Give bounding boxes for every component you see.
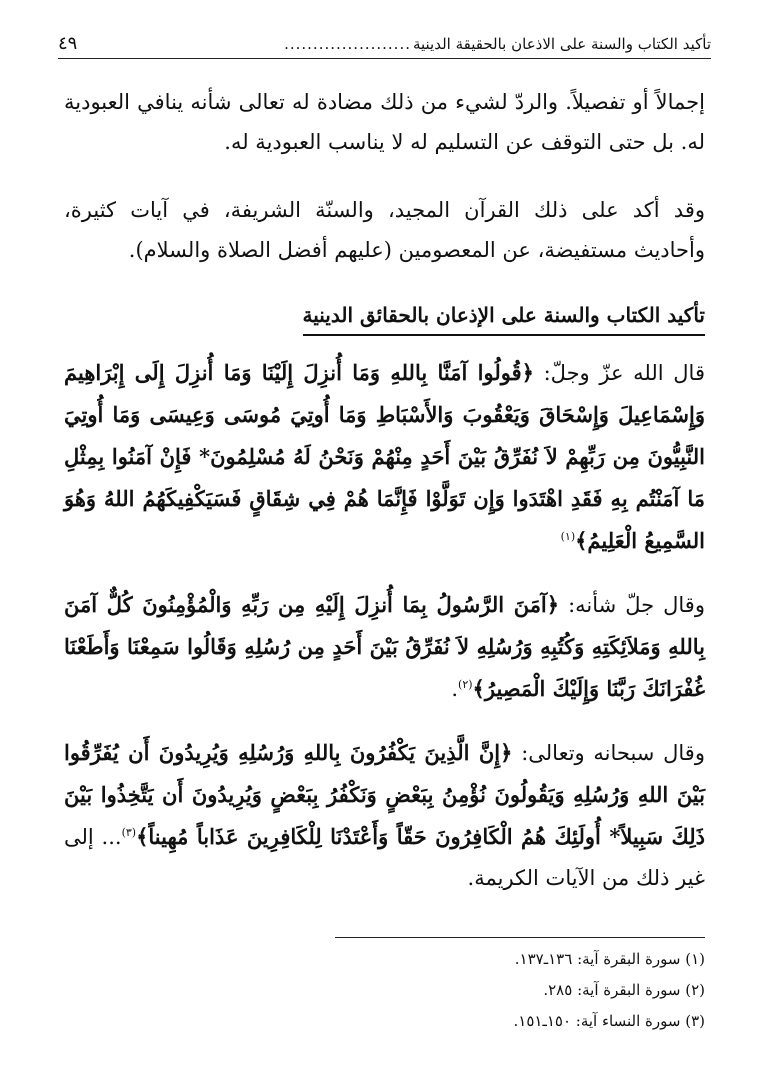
paragraph-2: وقد أكد على ذلك القرآن المجيد، والسنّة الشريفة، في آيات كثيرة، وأحاديث مستفيضة، عن المعصومين (عليهم أفضل الصلاة والسلام). — [64, 198, 705, 262]
page-number: ٤٩ — [58, 33, 78, 54]
quran-verse: ﴿قُولُوا آمَنَّا بِاللهِ وَمَا أُنزِلَ إِلَيْنَا وَمَا أُنزِلَ إِلَى إِبْرَاهِيمَ وَإِسْمَاعِيلَ وَإِسْحَاقَ وَيَعْقُوبَ وَالأَسْبَاطِ وَمَا أُوتِيَ مُوسَى وَعِيسَى وَمَا أُوتِيَ النَّبِيُّونَ مِن رَبِّهِمْ لاَ نُفَرِّقُ بَيْنَ أَحَدٍ مِنْهُمْ وَنَحْنُ لَهُ مُسْلِمُونَ* فَإِنْ آمَنُوا بِمِثْلِ مَا آمَنْتُم بِهِ فَقَدِ اهْتَدَوا وَإِن تَوَلَّوْا فَإِنَّمَا هُمْ فِي شِقَاقٍ فَسَيَكْفِيكَهُمُ اللهُ وَهُوَ السَّمِيعُ الْعَلِيمُ﴾ — [64, 360, 705, 553]
quote-block-2 — [64, 584, 705, 710]
footnote-ref: (١) — [560, 530, 576, 543]
header-title: تأكيد الكتاب والسنة على الاذعان بالحقيقة الدينية — [412, 35, 711, 53]
quran-verse: ﴿آمَنَ الرَّسُولُ بِمَا أُنزِلَ إِلَيْهِ مِن رَبِّهِ وَالْمُؤْمِنُونَ كُلٌّ آمَنَ بِاللهِ وَمَلاَئِكَتِهِ وَكُتُبِهِ وَرُسُلِهِ لاَ نُفَرِّقُ بَيْنَ أَحَدٍ مِن رُسُلِهِ وَقَالُوا سَمِعْنَا وَأَطَعْنَا غُفْرَانَكَ رَبَّنَا وَإِلَيْكَ الْمَصِيرُ﴾ — [64, 592, 705, 701]
paragraph-1: إجمالاً أو تفصيلاً. والردّ لشيء من ذلك مضادة له تعالى شأنه ينافي العبودية له. بل حتى التوقف عن التسليم له لا يناسب العبودية له. — [64, 90, 705, 154]
running-header — [58, 30, 711, 59]
quote-block-3 — [64, 732, 705, 899]
quote-block-1 — [64, 352, 705, 562]
footnotes — [64, 944, 705, 1037]
footnote-1: (١) سورة البقرة آية: ١٣٦ـ١٣٧. — [514, 950, 705, 968]
quote-end: . — [451, 677, 459, 701]
quote-intro: وقال سبحانه وتعالى: — [512, 741, 705, 765]
footnote-3: (٣) سورة النساء آية: ١٥٠ـ١٥١. — [513, 1012, 705, 1030]
footnote-ref: (٢) — [458, 678, 473, 691]
header-leader-dots: ...................... — [284, 35, 411, 53]
footnote-2: (٢) سورة البقرة آية: ٢٨٥. — [543, 981, 705, 999]
quote-intro: وقال جلّ شأنه: — [559, 593, 705, 617]
section-heading: تأكيد الكتاب والسنة على الإذعان بالحقائق الدينية — [303, 298, 706, 336]
footnote-divider — [335, 937, 705, 938]
quote-intro: قال الله عزّ وجلّ: — [533, 361, 705, 385]
quote-end: ... إلى غير ذلك من الآيات الكريمة. — [64, 825, 705, 890]
quran-verse: ﴿إِنَّ الَّذِينَ يَكْفُرُونَ بِاللهِ وَرُسُلِهِ وَيُرِيدُونَ أَن يُفَرِّقُوا بَيْنَ اللهِ وَرُسُلِهِ وَيَقُولُونَ نُؤْمِنُ بِبَعْضٍ وَنَكْفُرُ بِبَعْضٍ وَيُرِيدُونَ أَن يَتَّخِذُوا بَيْنَ ذَلِكَ سَبِيلاً* أُولَئِكَ هُمُ الْكَافِرُونَ حَقّاً وَأَعْتَدْنَا لِلْكَافِرِينَ عَذَاباً مُهِيناً﴾ — [64, 740, 706, 849]
footnote-ref: (٣) — [121, 826, 137, 839]
